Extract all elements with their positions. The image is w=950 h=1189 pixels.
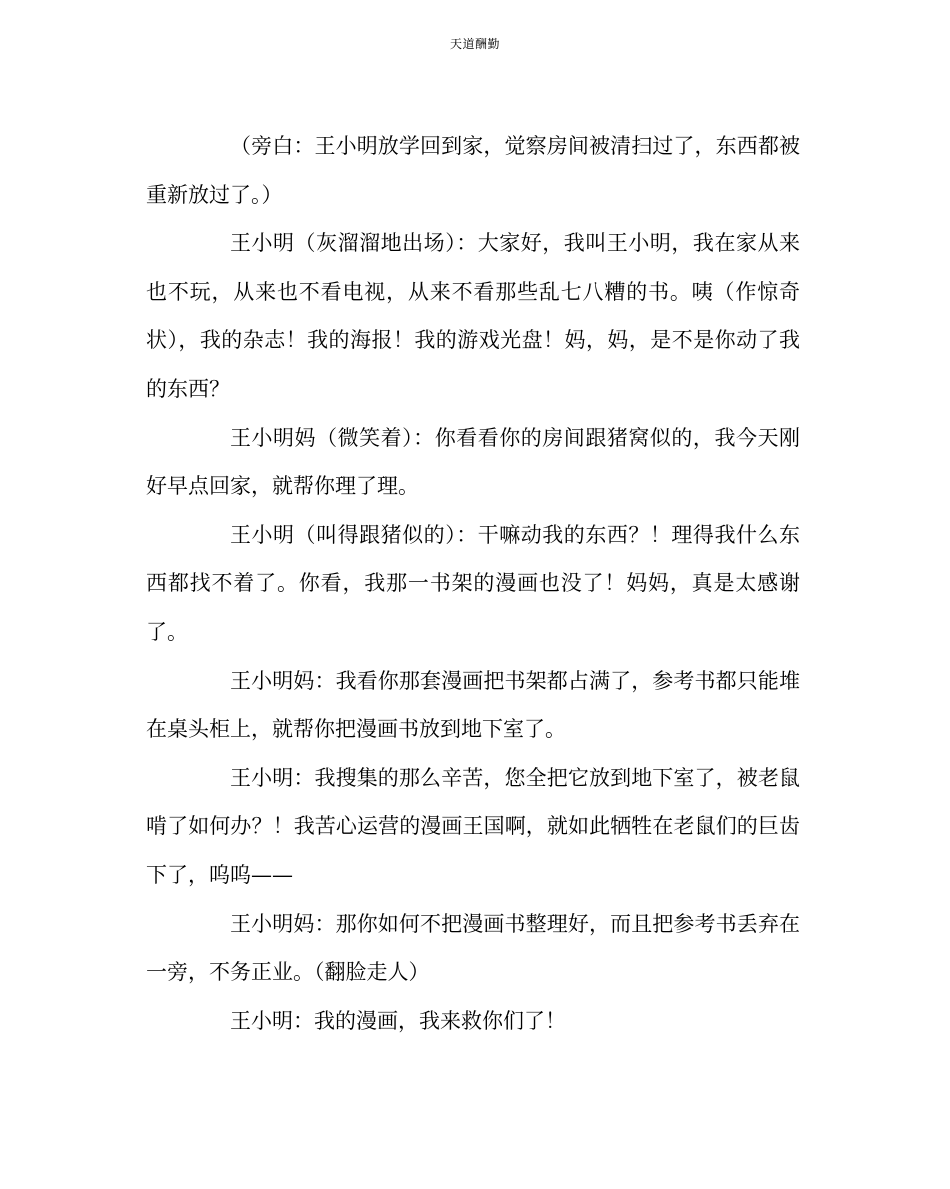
paragraph-dialogue: 王小明：我搜集的那么辛苦，您全把它放到地下室了，被老鼠啃了如何办？！我苦心运营的漫画王国啊，就如此牺牲在老鼠们的巨齿下了，呜呜—— bbox=[146, 765, 800, 887]
script-body bbox=[146, 122, 800, 1045]
paragraph-dialogue: 王小明：我的漫画，我来救你们了！ bbox=[230, 1008, 566, 1033]
paragraph-dialogue: 王小明（叫得跟猪似的）：干嘛动我的东西？！理得我什么东西都找不着了。你看，我那一书架的漫画也没了！妈妈，真是太感谢了。 bbox=[146, 522, 800, 644]
paragraph-dialogue: 王小明妈：那你如何不把漫画书整理好，而且把参考书丢弃在一旁，不务正业。（翻脸走人） bbox=[146, 911, 800, 985]
paragraph-dialogue: 王小明妈（微笑着）：你看看你的房间跟猪窝似的，我今天刚好早点回家，就帮你理了理。 bbox=[146, 425, 800, 499]
paragraph-narration: （旁白：王小明放学回到家，觉察房间被清扫过了，东西都被重新放过了。） bbox=[146, 134, 800, 207]
paragraph-dialogue: 王小明妈：我看你那套漫画把书架都占满了，参考书都只能堆在桌头柜上，就帮你把漫画书放到地下室了。 bbox=[146, 668, 800, 742]
page-header: 天道酬勤 bbox=[449, 37, 500, 51]
paragraph-dialogue: 王小明（灰溜溜地出场）：大家好，我叫王小明，我在家从来也不玩，从来也不看电视，从来不看那些乱七八糟的书。咦（作惊奇状），我的杂志！我的海报！我的游戏光盘！妈，妈，是不是你动了我的东西？ bbox=[146, 231, 800, 401]
